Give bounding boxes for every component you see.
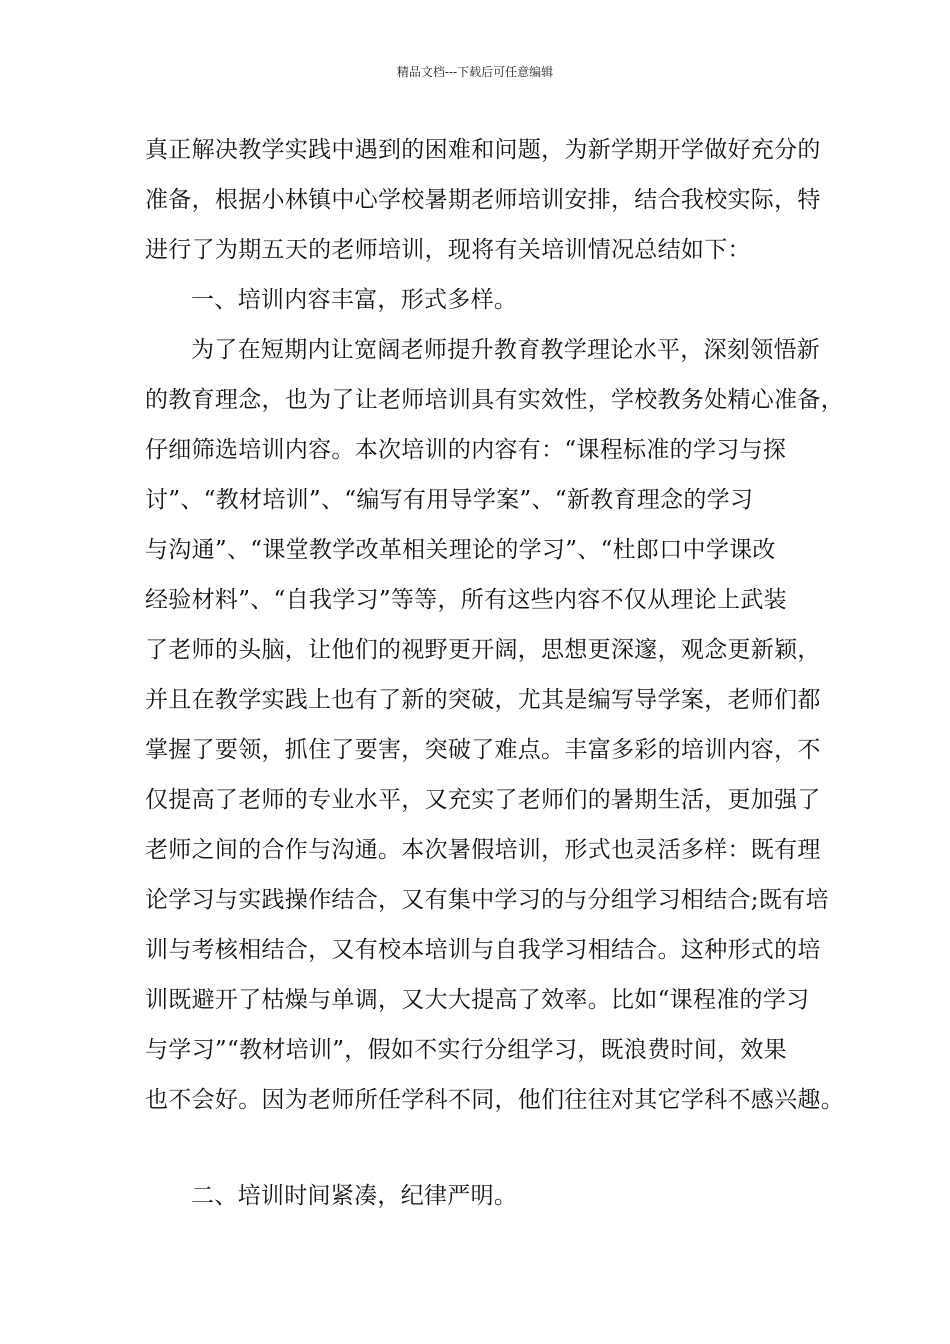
text-line: 训与考核相结合，又有校本培训与自我学习相结合。这种形式的培 — [145, 937, 821, 963]
text-line: 为了在短期内让宽阔老师提升教育教学理论水平，深刻领悟新 — [191, 337, 821, 363]
text-line: 论学习与实践操作结合，又有集中学习的与分组学习相结合;既有培 — [145, 887, 829, 913]
page-header: 精品文档---下载后可任意编辑 — [396, 65, 554, 79]
text-line: 进行了为期五天的老师培训，现将有关培训情况总结如下： — [145, 237, 751, 263]
text-line: 掌握了要领，抓住了要害，突破了难点。丰富多彩的培训内容，不 — [145, 737, 821, 763]
text-line: 老师之间的合作与沟通。本次暑假培训，形式也灵活多样：既有理 — [145, 837, 821, 863]
section-heading-2: 二、培训时间紧凑，纪律严明。 — [191, 1183, 518, 1209]
text-line: 并且在教学实践上也有了新的突破，尤其是编写导学案，老师们都 — [145, 687, 821, 713]
text-line: 的教育理念，也为了让老师培训具有实效性，学校教务处精心准备， — [145, 387, 844, 413]
text-line: 真正解决教学实践中遇到的困难和问题，为新学期开学做好充分的 — [145, 137, 821, 163]
text-line: 仔细筛选培训内容。本次培训的内容有：“课程标准的学习与探 — [145, 437, 787, 463]
text-line: 讨”、“教材培训”、“编写有用导学案”、“新教育理念的学习 — [145, 487, 754, 513]
text-line: 与沟通”、“课堂教学改革相关理论的学习”、“杜郎口中学课改 — [145, 537, 776, 563]
text-line: 经验材料”、“自我学习”等等，所有这些内容不仅从理论上武装 — [145, 587, 787, 613]
text-line: 也不会好。因为老师所任学科不同，他们往往对其它学科不感兴趣。 — [145, 1087, 844, 1113]
section-heading-1: 一、培训内容丰富，形式多样。 — [191, 287, 518, 313]
text-line: 训既避开了枯燥与单调，又大大提高了效率。比如“课程准的学习 — [145, 987, 810, 1013]
text-line: 与学习”“教材培训”，假如不实行分组学习，既浪费时间，效果 — [145, 1037, 787, 1063]
text-line: 仅提高了老师的专业水平，又充实了老师们的暑期生活，更加强了 — [145, 787, 821, 813]
text-line: 准备，根据小林镇中心学校暑期老师培训安排，结合我校实际，特 — [145, 187, 821, 213]
text-line: 了老师的头脑，让他们的视野更开阔，思想更深邃，观念更新颖， — [145, 637, 821, 663]
